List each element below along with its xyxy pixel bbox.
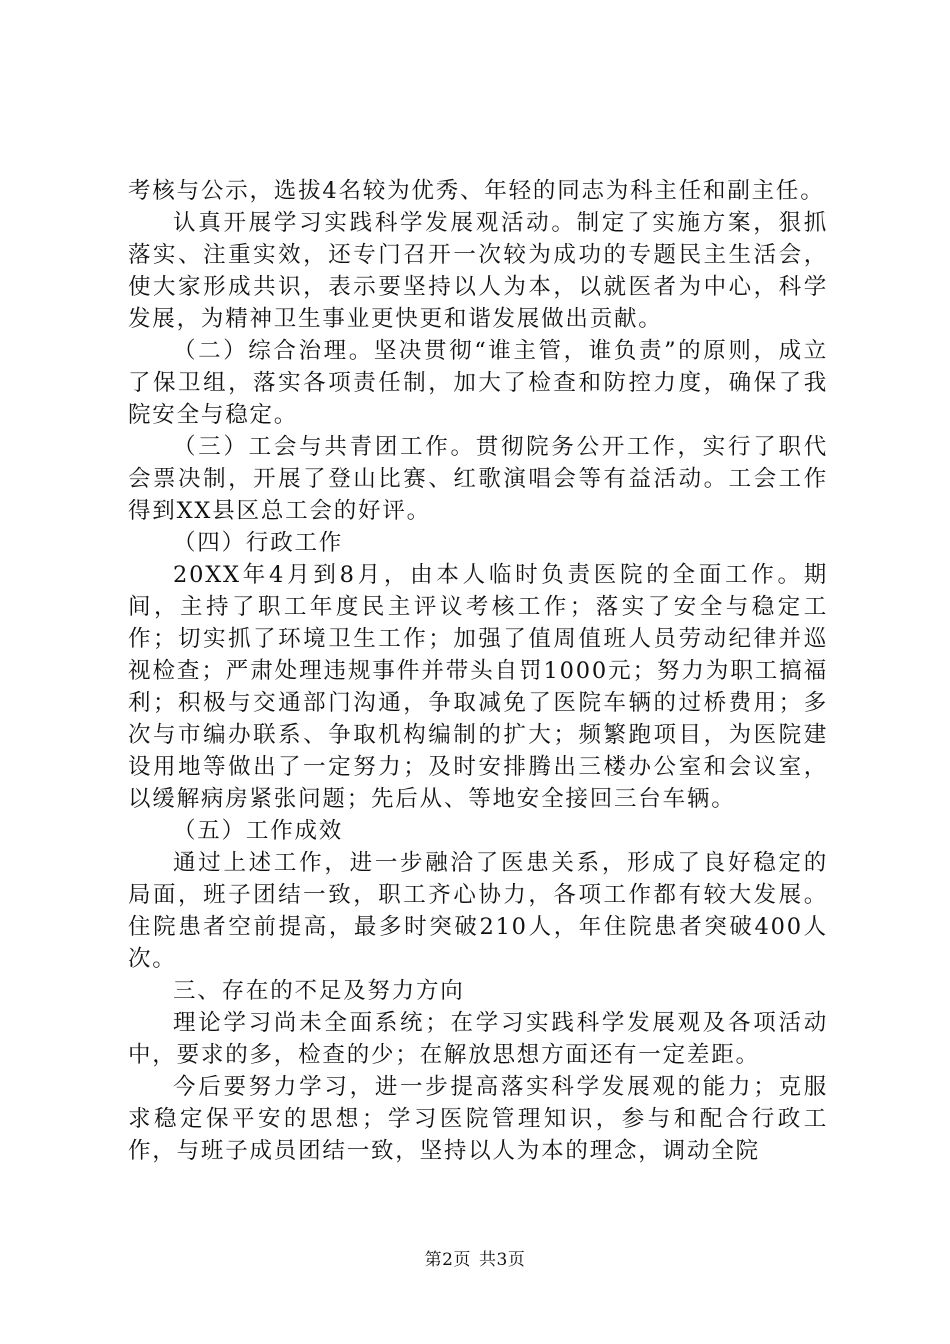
document-body bbox=[128, 175, 828, 1167]
paragraph-continued: 考核与公示，选拔4名较为优秀、年轻的同志为科主任和副主任。 bbox=[128, 178, 825, 204]
paragraph-shortcomings: 理论学习尚未全面系统；在学习实践科学发展观及各项活动中，要求的多，检查的少；在解放思想方面还有一定差距。 bbox=[128, 1010, 828, 1068]
paragraph-results: 通过上述工作，进一步融洽了医患关系，形成了良好稳定的局面，班子团结一致，职工齐心协力，各项工作都有较大发展。住院患者空前提高，最多时突破210人，年住院患者突破400人次。 bbox=[128, 850, 828, 972]
paragraph-union-youth-league: （三）工会与共青团工作。贯彻院务公开工作，实行了职代会票决制，开展了登山比赛、红歌演唱会等有益活动。工会工作得到XX县区总工会的好评。 bbox=[128, 434, 828, 524]
paragraph-administration: 20XX年4月到8月，由本人临时负责医院的全面工作。期间，主持了职工年度民主评议考核工作；落实了安全与稳定工作；切实抓了环境卫生工作；加强了值周值班人员劳动纪律并巡视检查；严肃处理违规事件并带头自罚1000元；努力为职工搞福利；积极与交通部门沟通，争取减免了医院车辆的过桥费用；多次与市编办联系、争取机构编制的扩大；频繁跑项目，为医院建设用地等做出了一定努力；及时安排腾出三楼办公室和会议室，以缓解病房紧张问题；先后从、等地安全接回三台车辆。 bbox=[128, 562, 828, 812]
page-number-current: 第2页 bbox=[424, 1250, 471, 1270]
paragraph-comprehensive-governance: （二）综合治理。坚决贯彻“谁主管，谁负责”的原则，成立了保卫组，落实各项责任制，加大了检查和防控力度，确保了我院安全与稳定。 bbox=[128, 338, 828, 428]
section-heading-shortcomings: 三、存在的不足及努力方向 bbox=[173, 978, 465, 1004]
page-footer bbox=[0, 1245, 950, 1270]
section-heading-results: （五）工作成效 bbox=[173, 818, 344, 844]
page-number-total: 共3页 bbox=[479, 1250, 526, 1270]
paragraph-study-practice: 认真开展学习实践科学发展观活动。制定了实施方案，狠抓落实、注重实效，还专门召开一次较为成功的专题民主生活会，使大家形成共识，表示要坚持以人为本，以就医者为中心，科学发展，为精神卫生事业更快更和谐发展做出贡献。 bbox=[128, 210, 828, 332]
section-heading-administration: （四）行政工作 bbox=[173, 530, 344, 556]
paragraph-future-direction: 今后要努力学习，进一步提高落实科学发展观的能力；克服求稳定保平安的思想；学习医院管理知识，参与和配合行政工作，与班子成员团结一致，坚持以人为本的理念，调动全院 bbox=[128, 1074, 828, 1164]
